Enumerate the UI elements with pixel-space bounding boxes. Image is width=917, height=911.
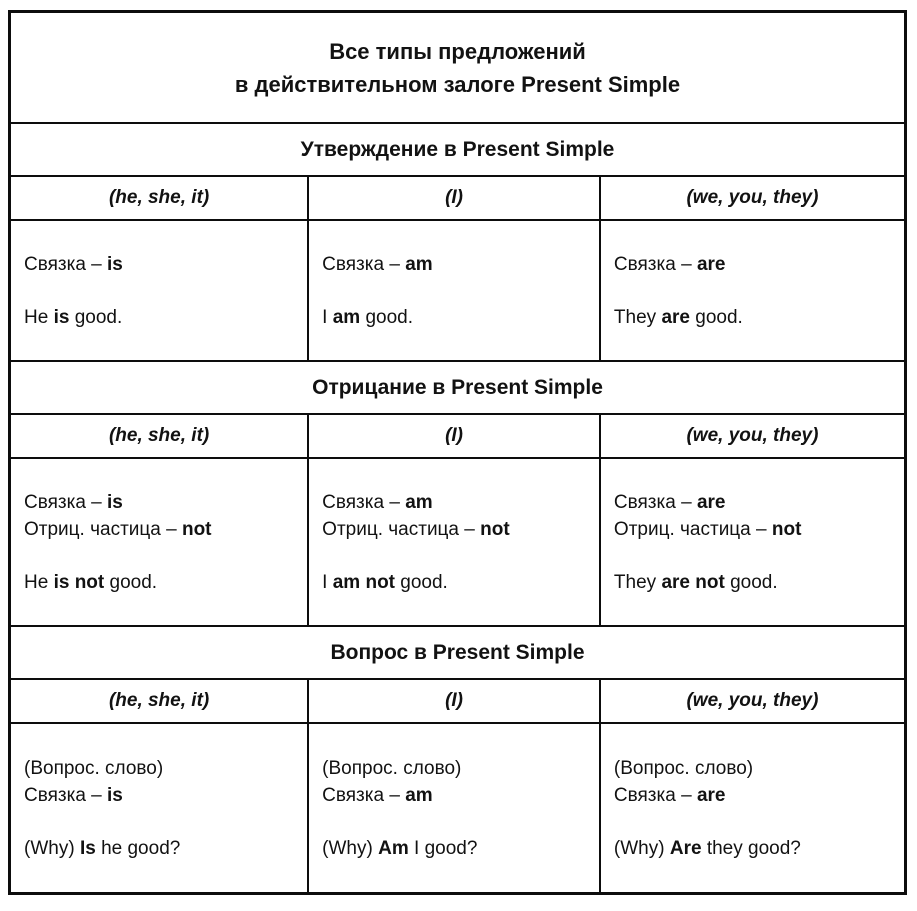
content-cell: (Вопрос. слово) Связка – am (Why) Am I good?: [307, 724, 599, 892]
table-section: [11, 360, 904, 625]
column-header: (we, you, they): [599, 680, 904, 722]
content-cell: Связка – are They are good.: [599, 221, 904, 360]
table-title: [11, 13, 904, 122]
table-section: [11, 122, 904, 360]
content-cell: Связка – is He is good.: [24, 253, 123, 328]
column-header: (he, she, it): [108, 187, 210, 208]
column-header: (I): [307, 177, 599, 219]
column-header: (he, she, it): [108, 690, 210, 711]
content-row: [11, 457, 904, 625]
column-header-row: [11, 678, 904, 722]
content-cell: (Вопрос. слово) Связка – is (Why) Is he good?: [24, 757, 181, 859]
section-heading: Отрицание в Present Simple: [11, 360, 904, 413]
table-title-line1: Все типы предложений: [329, 38, 586, 64]
section-heading: Утверждение в Present Simple: [11, 122, 904, 175]
content-cell: Связка – is Отриц. частица – not He is not good.: [24, 491, 212, 593]
column-header: (we, you, they): [599, 415, 904, 457]
table-section: [11, 625, 904, 892]
content-row: [11, 722, 904, 892]
table-title-line2: в действительном залоге Present Simple: [234, 71, 681, 97]
column-header: (he, she, it): [108, 425, 210, 446]
column-header: (we, you, they): [599, 177, 904, 219]
column-header-row: [11, 175, 904, 219]
section-heading: Вопрос в Present Simple: [11, 625, 904, 678]
content-row: [11, 219, 904, 360]
content-cell: Связка – am Отриц. частица – not I am not good.: [307, 459, 599, 625]
column-header: (I): [307, 680, 599, 722]
column-header: (I): [307, 415, 599, 457]
content-cell: Связка – are Отриц. частица – not They are not good.: [599, 459, 904, 625]
grammar-table: [8, 10, 907, 895]
sections: [11, 122, 904, 892]
content-cell: (Вопрос. слово) Связка – are (Why) Are they good?: [599, 724, 904, 892]
column-header-row: [11, 413, 904, 457]
content-cell: Связка – am I am good.: [307, 221, 599, 360]
